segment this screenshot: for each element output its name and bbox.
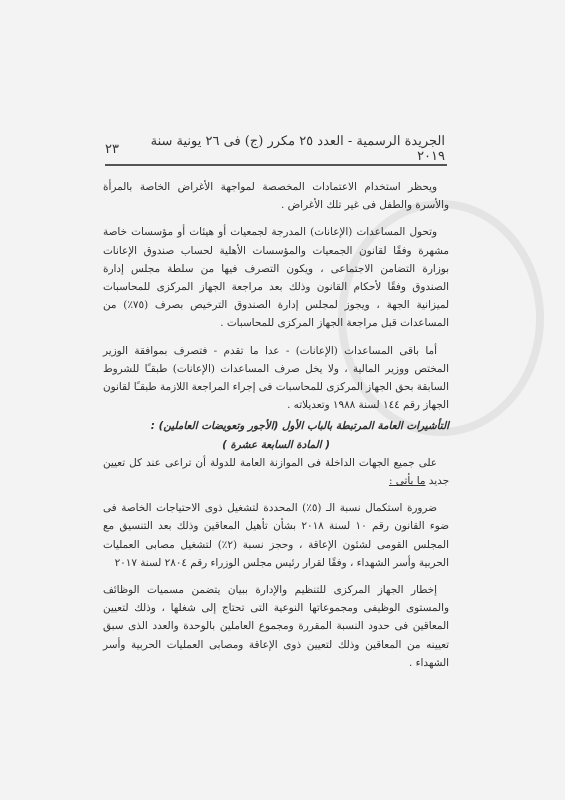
section-heading: التأشيرات العامة المرتبطة بالباب الأول (الأجور وتعويضات العاملين) :	[150, 420, 449, 433]
paragraph-new-hiring	[103, 454, 449, 490]
paragraph-subsidies-transfer: وتحول المساعدات (الإعانات) المدرجة لجمعيات أو هيئات أو مؤسسات خاصة مشهرة وفقًا لقانون الجمعيات والمؤسسات الأهلية لحساب صندوق الإعانات بوزارة التضامن الاجتماعى ، ويكون التصرف فيها من سلطة مجلس إدارة الصندوق وفقًا لأحكام القانون وذلك بعد مراجعة الجهاز المركزى للمحاسبات لميزانية الجهة ، ويجوز لمجلس إدارة الصندوق الترخيص بصرف (٧٥٪) من المساعدات قبل مراجعة الجهاز المركزى للمحاسبات .	[103, 226, 449, 330]
header-divider	[105, 164, 447, 166]
document-body	[103, 178, 449, 672]
page-number: ٢٣	[105, 141, 119, 157]
page-header	[105, 134, 445, 164]
article-title: ( المادة السابعة عشرة )	[222, 438, 330, 451]
paragraph-women-family: ويحظر استخدام الاعتمادات المخصصة لمواجهة الأغراض الخاصة بالمرأة والأسرة والطفل فى غير تلك الأغراض .	[103, 181, 449, 212]
paragraph-remaining-subsidies: أما باقى المساعدات (الإعانات) - عدا ما تقدم - فتصرف بموافقة الوزير المختص ووزير المالية ، ولا يخل صرف المساعدات (الإعانات) طبقـًا للشروط السابقة بحق الجهاز المركزى للمحاسبات فى إجراء المراجعة اللازمة طبقـًا لقانون الجهاز رقم ١٤٤ لسنة ١٩٨٨ وتعديلاته .	[102, 344, 449, 412]
paragraph-disability-quota: ضرورة استكمال نسبة الـ (٥٪) المحددة لتشغيل ذوى الاحتياجات الخاصة فى ضوء القانون رقم ١٠ لسنة ٢٠١٨ بشأن تأهيل المعاقين وذلك بعد التنسيق مع المجلس القومى لشئون الإعاقة ، وحجز نسبة (٢٪) لتشغيل مصابى العمليات الحربية وأسر الشهداء ، وفقًا لقرار رئيس مجلس الوزراء رقم ٢٨٠٤ لسنة ٢٠١٧	[103, 502, 449, 569]
paragraph-new-hiring-text: على جميع الجهات الداخلة فى الموازنة العامة للدولة أن تراعى عند كل تعيين جديد	[103, 456, 449, 488]
paragraph-new-hiring-tail: ما يأتى :	[389, 475, 426, 488]
header-title: الجريدة الرسمية - العدد ٢٥ مكرر (ج) فى ٢٦ يونية سنة ٢٠١٩	[150, 134, 445, 164]
paragraph-notify-agency: إخطار الجهاز المركزى للتنظيم والإدارة ببيان يتضمن مسميات الوظائف والمستوى الوظيفى ومجموعاتها النوعية التى تحتاج إلى شغلها ، وذلك لتعيين المعاقين فى حدود النسبة المقررة ومجموع العاملين بالوحدة والعدد الذى سبق تعيينه من المعاقين وذلك لتعيين ذوى الإعاقة ومصابى العمليات الحربية وأسر الشهداء .	[103, 584, 449, 669]
